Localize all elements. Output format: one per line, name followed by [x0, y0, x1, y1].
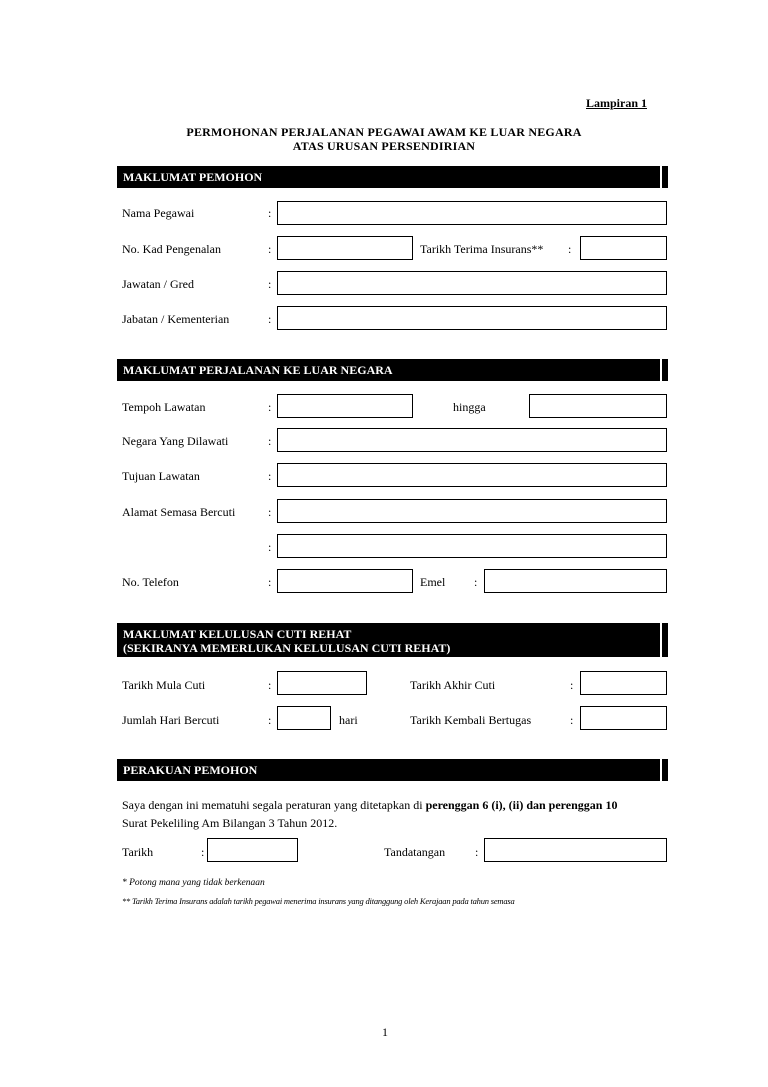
tarikh-perakuan-field[interactable] — [207, 838, 298, 862]
tandatangan-field[interactable] — [484, 838, 667, 862]
label-tarikh-akhir-cuti: Tarikh Akhir Cuti — [410, 678, 496, 692]
colon: : — [268, 206, 272, 220]
colon: : — [268, 312, 272, 326]
colon: : — [268, 277, 272, 291]
colon: : — [474, 575, 478, 589]
tarikh-mula-cuti-field[interactable] — [277, 671, 367, 695]
label-tarikh: Tarikh — [122, 845, 154, 859]
section-header-border — [660, 359, 662, 381]
label-tarikh-kembali-bertugas: Tarikh Kembali Bertugas — [410, 713, 532, 727]
tempoh-lawatan-mula-field[interactable] — [277, 394, 413, 418]
label-alamat-semasa-bercuti: Alamat Semasa Bercuti — [122, 505, 236, 519]
colon: : — [570, 678, 574, 692]
section-header-border — [660, 166, 662, 188]
tujuan-lawatan-field[interactable] — [277, 463, 667, 487]
section-title: MAKLUMAT PEMOHON — [123, 170, 263, 184]
footnote-potong: * Potong mana yang tidak berkenaan — [122, 878, 265, 888]
colon: : — [268, 678, 272, 692]
section-header-border — [660, 759, 662, 781]
label-jawatan-gred: Jawatan / Gred — [122, 277, 194, 291]
tempoh-lawatan-hingga-field[interactable] — [529, 394, 667, 418]
colon: : — [570, 713, 574, 727]
section-title: PERAKUAN PEMOHON — [123, 763, 258, 777]
colon: : — [201, 845, 205, 859]
label-tandatangan: Tandatangan — [384, 845, 446, 859]
label-no-telefon: No. Telefon — [122, 575, 179, 589]
section-header-kelulusan-cuti-rehat — [117, 623, 668, 657]
jumlah-hari-bercuti-field[interactable] — [277, 706, 331, 730]
form-title-line1: PERMOHONAN PERJALANAN PEGAWAI AWAM KE LUAR NEGARA — [186, 125, 582, 139]
jawatan-gred-field[interactable] — [277, 271, 667, 295]
emel-field[interactable] — [484, 569, 667, 593]
label-tarikh-terima-insurans: Tarikh Terima Insurans** — [420, 242, 544, 256]
tarikh-terima-insurans-field[interactable] — [580, 236, 667, 260]
tarikh-kembali-bertugas-field[interactable] — [580, 706, 667, 730]
kad-pengenalan-field[interactable] — [277, 236, 413, 260]
label-tempoh-lawatan: Tempoh Lawatan — [122, 400, 206, 414]
label-jabatan-kementerian: Jabatan / Kementerian — [122, 312, 230, 326]
label-emel: Emel — [420, 575, 446, 589]
label-hari: hari — [339, 713, 358, 727]
colon: : — [268, 505, 272, 519]
footnote-tarikh-insurans: ** Tarikh Terima Insurans adalah tarikh pegawai menerima insurans yang ditanggung oleh Kerajaan pada tahun semasa — [122, 896, 515, 906]
label-tarikh-mula-cuti: Tarikh Mula Cuti — [122, 678, 206, 692]
nama-pegawai-field[interactable] — [277, 201, 667, 225]
negara-dilawati-field[interactable] — [277, 428, 667, 452]
colon: : — [268, 242, 272, 256]
colon: : — [268, 713, 272, 727]
colon: : — [568, 242, 572, 256]
colon: : — [268, 434, 272, 448]
lampiran-label: Lampiran 1 — [586, 96, 648, 110]
tarikh-akhir-cuti-field[interactable] — [580, 671, 667, 695]
colon: : — [268, 469, 272, 483]
perakuan-text: Saya dengan ini mematuhi segala peraturan yang ditetapkan di — [122, 798, 426, 812]
label-jumlah-hari-bercuti: Jumlah Hari Bercuti — [122, 713, 220, 727]
perakuan-reference: perenggan 6 (i), (ii) dan perenggan 10 — [425, 798, 618, 812]
jabatan-kementerian-field[interactable] — [277, 306, 667, 330]
colon: : — [268, 400, 272, 414]
section-title-line1: MAKLUMAT KELULUSAN CUTI REHAT — [123, 627, 352, 641]
section-title-line2: (SEKIRANYA MEMERLUKAN KELULUSAN CUTI REHAT) — [123, 641, 451, 655]
form-title-line2: ATAS URUSAN PERSENDIRIAN — [292, 139, 476, 153]
section-header-maklumat-perjalanan — [117, 359, 668, 381]
no-telefon-field[interactable] — [277, 569, 413, 593]
colon: : — [268, 540, 272, 554]
alamat-line2-field[interactable] — [277, 534, 667, 558]
section-title: MAKLUMAT PERJALANAN KE LUAR NEGARA — [123, 363, 393, 377]
perakuan-statement — [122, 796, 667, 832]
label-negara-dilawati: Negara Yang Dilawati — [122, 434, 229, 448]
colon: : — [268, 575, 272, 589]
section-header-border — [660, 623, 662, 657]
alamat-line1-field[interactable] — [277, 499, 667, 523]
label-tujuan-lawatan: Tujuan Lawatan — [122, 469, 200, 483]
label-nama-pegawai: Nama Pegawai — [122, 206, 195, 220]
colon: : — [475, 845, 479, 859]
section-header-perakuan-pemohon — [117, 759, 668, 781]
section-header-maklumat-pemohon — [117, 166, 668, 188]
perakuan-text-end: Surat Pekeliling Am Bilangan 3 Tahun 2012. — [122, 816, 338, 830]
page-number: 1 — [382, 1025, 388, 1039]
label-hingga: hingga — [453, 400, 486, 414]
label-kad-pengenalan: No. Kad Pengenalan — [122, 242, 221, 256]
